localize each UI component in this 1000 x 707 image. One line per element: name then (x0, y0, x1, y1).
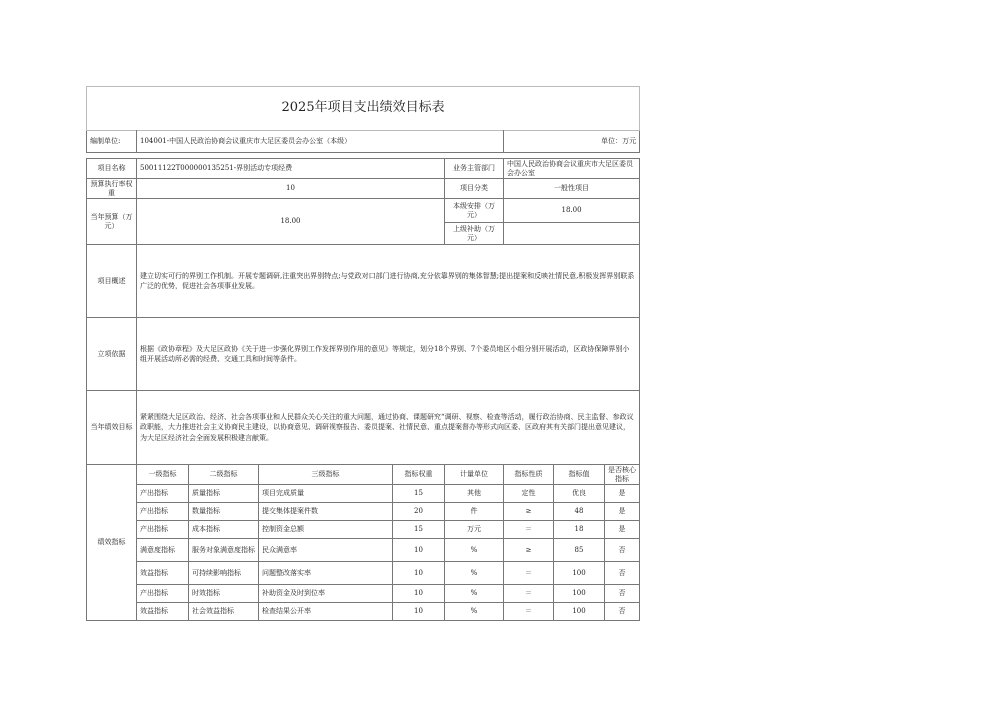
core-cell: 否 (605, 562, 640, 585)
weight-cell: 20 (393, 503, 445, 521)
level3-cell: 检查结果公开率 (259, 603, 393, 621)
unit-cell: 件 (445, 503, 504, 521)
performance-target-document (86, 86, 639, 621)
local-value: 18.00 (504, 199, 640, 223)
level1-cell: 效益指标 (137, 562, 189, 585)
level3-cell: 提交集体提案件数 (259, 503, 393, 521)
budget-label: 当年预算（万元） (87, 199, 137, 245)
weight-cell: 10 (393, 603, 445, 621)
weight-cell: 15 (393, 485, 445, 503)
value-cell: 优良 (554, 485, 605, 503)
core-cell: 是 (605, 521, 640, 539)
level1-cell: 效益指标 (137, 603, 189, 621)
level2-cell: 时效指标 (189, 585, 259, 603)
weight-label: 预算执行率权重 (87, 179, 137, 199)
weight-cell: 10 (393, 539, 445, 562)
nature-cell: ≥ (504, 539, 554, 562)
indicators-label: 绩效指标 (87, 465, 137, 621)
value-cell: 85 (554, 539, 605, 562)
upper-value (504, 223, 640, 245)
unit-cell: % (445, 603, 504, 621)
indicator-header: 计量单位 (445, 465, 504, 485)
project-name-label: 项目名称 (87, 159, 137, 179)
value-cell: 100 (554, 562, 605, 585)
value-cell: 18 (554, 521, 605, 539)
performance-target-table (86, 86, 640, 621)
currency-label: 单位：万元 (504, 131, 640, 153)
category-label: 项目分类 (445, 179, 504, 199)
table-row (87, 562, 640, 585)
level2-cell: 可持续影响指标 (189, 562, 259, 585)
basis-label: 立项依据 (87, 318, 137, 391)
indicator-header: 二级指标 (189, 465, 259, 485)
level2-cell: 成本指标 (189, 521, 259, 539)
dept-value: 中国人民政治协商会议重庆市大足区委员会办公室 (504, 159, 640, 179)
nature-cell: ＝ (504, 521, 554, 539)
level1-cell: 满意度指标 (137, 539, 189, 562)
table-row (87, 521, 640, 539)
indicator-header: 指标权重 (393, 465, 445, 485)
level3-cell: 项目完成质量 (259, 485, 393, 503)
unit-cell: 万元 (445, 521, 504, 539)
level1-cell: 产出指标 (137, 503, 189, 521)
level2-cell: 社会效益指标 (189, 603, 259, 621)
nature-cell: ≥ (504, 503, 554, 521)
core-cell: 否 (605, 585, 640, 603)
table-row (87, 503, 640, 521)
value-cell: 100 (554, 585, 605, 603)
core-cell: 否 (605, 539, 640, 562)
indicator-header: 三级指标 (259, 465, 393, 485)
indicator-header: 指标值 (554, 465, 605, 485)
overview-text: 建立切实可行的界别工作机制。开展专题调研,注重突出界别特点;与党政对口部门进行协商,充分依靠界别的集体智慧;提出提案和反映社情民意,积极发挥界别联系广泛的优势，促进社会各项事业发展。 (137, 245, 640, 318)
budget-value: 18.00 (137, 199, 445, 245)
project-name-value: 50011122T000000135251-界别活动专项经费 (137, 159, 445, 179)
level2-cell: 质量指标 (189, 485, 259, 503)
level3-cell: 问题整改落实率 (259, 562, 393, 585)
level1-cell: 产出指标 (137, 521, 189, 539)
goal-label: 当年绩效目标 (87, 391, 137, 465)
nature-cell: ＝ (504, 562, 554, 585)
table-row (87, 603, 640, 621)
weight-cell: 15 (393, 521, 445, 539)
unit-cell: % (445, 539, 504, 562)
core-cell: 是 (605, 485, 640, 503)
unit-label: 编制单位: (87, 131, 137, 153)
dept-label: 业务主管部门 (445, 159, 504, 179)
level3-cell: 民众满意率 (259, 539, 393, 562)
weight-value: 10 (137, 179, 445, 199)
basis-text: 根据《政协章程》及大足区政协《关于进一步强化界别工作发挥界别作用的意见》等规定，划分18个界别、7个委员地区小组分别开展活动，区政协保障界别小组开展活动所必需的经费、交通工具和时间等条件。 (137, 318, 640, 391)
table-row (87, 539, 640, 562)
goal-text: 紧紧围绕大足区政治、经济、社会各项事业和人民群众关心关注的重大问题，通过协商、课题研究“调研、视察、检查等活动，履行政治协商、民主监督、参政议政职能，大力推进社会主义协商民主建设，以协商意见、调研视察报告、委员提案、社情民意、重点提案督办等形式向区委、区政府其有关部门提出意见建议，为大足区经济社会全面发展积极建言献策。 (137, 391, 640, 465)
nature-cell: ＝ (504, 585, 554, 603)
category-value: 一般性项目 (504, 179, 640, 199)
weight-cell: 10 (393, 585, 445, 603)
table-row (87, 585, 640, 603)
page-title: 2025年项目支出绩效目标表 (87, 87, 640, 131)
nature-cell: 定性 (504, 485, 554, 503)
nature-cell: ＝ (504, 603, 554, 621)
overview-label: 项目概述 (87, 245, 137, 318)
core-cell: 否 (605, 603, 640, 621)
unit-cell: % (445, 585, 504, 603)
level3-cell: 补助资金及时到位率 (259, 585, 393, 603)
indicator-header: 指标性质 (504, 465, 554, 485)
level2-cell: 服务对象满意度指标 (189, 539, 259, 562)
value-cell: 48 (554, 503, 605, 521)
unit-cell: % (445, 562, 504, 585)
upper-label: 上级补助（万元） (445, 223, 504, 245)
weight-cell: 10 (393, 562, 445, 585)
unit-cell: 其他 (445, 485, 504, 503)
local-label: 本级安排（万元） (445, 199, 504, 223)
value-cell: 100 (554, 603, 605, 621)
unit-value: 104001-中国人民政治协商会议重庆市大足区委员会办公室（本级） (137, 131, 504, 153)
level1-cell: 产出指标 (137, 485, 189, 503)
indicator-header: 是否核心指标 (605, 465, 640, 485)
indicator-header: 一级指标 (137, 465, 189, 485)
core-cell: 是 (605, 503, 640, 521)
table-row (87, 485, 640, 503)
level1-cell: 产出指标 (137, 585, 189, 603)
level3-cell: 控制资金总额 (259, 521, 393, 539)
level2-cell: 数量指标 (189, 503, 259, 521)
